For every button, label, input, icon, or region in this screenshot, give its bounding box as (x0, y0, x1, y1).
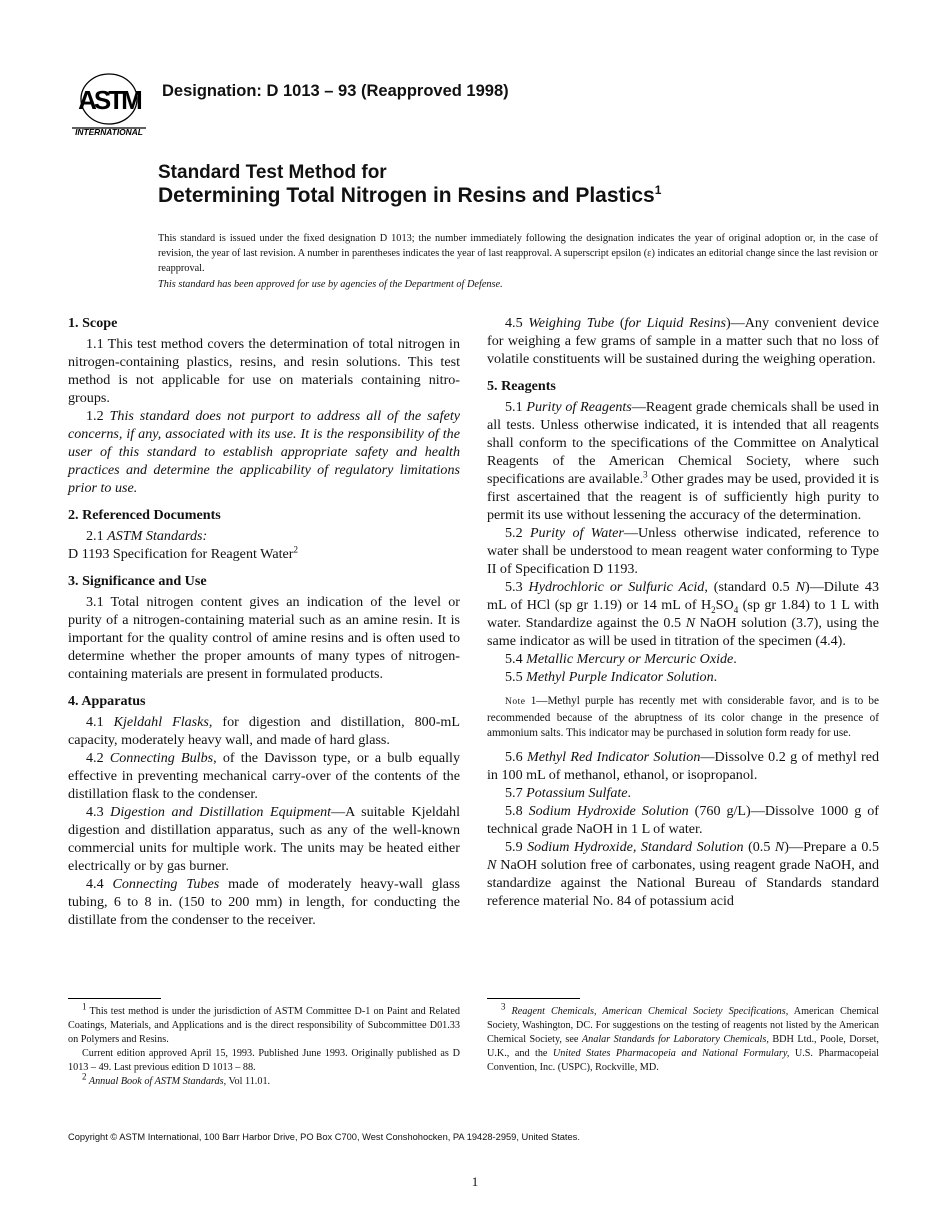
footnote: $^1$ This test method is under the jurisdiction of ASTM Committee D-1 on Paint and Related Coatings, Materials, and Applications and is the direct responsibility of Subcommittee D01.33 on Polymers and Resins. (68, 1001, 460, 1045)
paragraph: 5.9 Sodium Hydroxide, Standard Solution (0.5 N)—Prepare a 0.5 N NaOH solution free of carbonates, using reagent grade NaOH, and standardize against the National Bureau of Standards standard reference material No. 84 of potassium acid (487, 838, 880, 909)
paragraph: 5.2 Purity of Water—Unless otherwise indicated, reference to water shall be understood to mean reagent water conforming to Type II of Specification D 1193. (487, 525, 879, 577)
title-footnote-mark: 1 (654, 183, 662, 197)
paragraph: 5.3 Hydrochloric or Sulfuric Acid, (standard 0.5 N)—Dilute 43 mL of HCl (sp gr 1.19) or 14 mL of $H_2SO_4$ (sp gr 1.84) to 1 L with water. Standardize against the 0.5 N NaOH solution (3.7), using the same indicator as will be used in titration of the specimen (4.4). (487, 579, 880, 649)
footnotes-left (68, 998, 460, 1089)
footnotes-right (487, 998, 879, 1075)
paragraph: 4.2 Connecting Bulbs, of the Davisson type, or a bulb equally effective in preventing mechanical carry-over of the contents of the distillation flask to the condenser. (68, 750, 461, 802)
designation: Designation: D 1013 – 93 (Reapproved 1998) (162, 82, 509, 100)
paragraph: 5.1 Purity of Reagents—Reagent grade chemicals shall be used in all tests. Unless otherwise indicated, it is intended that all reagents shall conform to the specifications of the Committee on Analytical Reagents of the American Chemical Society, where such specifications are available.$^3$ Other grades may be used, provided it is first ascertained that the reagent is of sufficiently high purity to permit its use without lessening the accuracy of the determination. (487, 399, 880, 523)
title-line-1: Standard Test Method for (158, 162, 387, 183)
footnote-rule (68, 998, 161, 999)
svg-text:INTERNATIONAL: INTERNATIONAL (75, 127, 143, 137)
paragraph: 3.1 Total nitrogen content gives an indication of the level or purity of a nitrogen-containing material such as an amine resin. It is important for the quality control of amine resins and is often used to determine whether the proper amounts of many types of nitrogen-containing materials are present in formulated products. (68, 594, 460, 682)
footnote-rule (487, 998, 580, 999)
note: Note 1—Methyl purple has recently met with considerable favor, and is to be recommended because of the abruptness of its color change in the presence of ammonium salts. This indicator may be purchased in solution form ready for use. (487, 695, 879, 739)
section-heading: 3. Significance and Use (68, 573, 207, 589)
paragraph: 5.6 Methyl Red Indicator Solution—Dissolve 0.2 g of methyl red in 100 mL of methanol, ethanol, or isopropanol. (487, 748, 879, 783)
svg-text:ASTM: ASTM (78, 85, 140, 115)
paragraph: 1.2 This standard does not purport to address all of the safety concerns, if any, associated with its use. It is the responsibility of the user of this standard to establish appropriate safety and health practices and determine the applicability of regulatory limitations prior to use. (68, 408, 460, 496)
footnote: $^3$ Reagent Chemicals, American Chemical Society Specifications, American Chemical Society, Washington, DC. For suggestions on the testing of reagents not listed by the American Chemical Society, see Analar Standards for Laboratory Chemicals, BDH Ltd., Poole, Dorset, U.K., and the United States Pharmacopeia and National Formulary, U.S. Pharmacopeial Convention, Inc. (USPC), Rockville, MD. (487, 1001, 880, 1073)
approved-statement: This standard has been approved for use by agencies of the Department of Defense. (158, 279, 503, 290)
paragraph: 4.5 Weighing Tube (for Liquid Resins)—Any convenient device for weighing a few grams of sample in a matter such that no loss of volatile constituents will be sustained during the weighing operation. (487, 315, 880, 367)
paragraph: 4.3 Digestion and Distillation Equipment—A suitable Kjeldahl digestion and distillation apparatus, such as any of the well-known commercial units for multiple work. The units may be heated either electrically or by gas burner. (68, 804, 461, 874)
paragraph: 5.4 Metallic Mercury or Mercuric Oxide. (505, 651, 737, 667)
title-line-2 (158, 184, 878, 208)
section-heading: 1. Scope (68, 315, 118, 331)
copyright: Copyright © ASTM International, 100 Barr Harbor Drive, PO Box C700, West Conshohocken, PA 19428-2959, United States. (68, 1132, 580, 1142)
page-title (158, 162, 878, 208)
title-text: Determining Total Nitrogen in Resins and Plastics (158, 184, 655, 207)
paragraph: 5.5 Methyl Purple Indicator Solution. (505, 669, 718, 685)
paragraph: 5.7 Potassium Sulfate. (505, 784, 632, 801)
left-column (68, 314, 460, 929)
right-column (487, 314, 879, 910)
section-heading: 2. Referenced Documents (68, 507, 221, 523)
reference-item: D 1193 Specification for Reagent Water$^2$ (68, 544, 298, 562)
paragraph: 5.8 Sodium Hydroxide Solution (760 g/L)—Dissolve 1000 g of technical grade NaOH in 1 L of water. (487, 802, 880, 837)
footnote: $^2$ Annual Book of ASTM Standards, Vol 11.01. (82, 1071, 271, 1087)
astm-logo (68, 72, 150, 138)
section-heading: 5. Reagents (487, 378, 556, 394)
paragraph: 4.1 Kjeldahl Flasks, for digestion and distillation, 800-mL capacity, moderately heavy wall, and made of hard glass. (68, 714, 460, 748)
paragraph: 2.1 ASTM Standards: (86, 528, 208, 544)
paragraph: 4.4 Connecting Tubes made of moderately heavy-wall glass tubing, 6 to 8 in. (150 to 200 mm) in length, for conducting the distillate from the condenser to the receiver. (68, 876, 460, 928)
issued-statement: This standard is issued under the fixed designation D 1013; the number immediately following the designation indicates the year of original adoption or, in the case of revision, the year of last revision. A number in parentheses indicates the year of last reapproval. A superscript epsilon (ε) indicates an editorial change since the last revision or reapproval. (158, 233, 878, 274)
footnote: Current edition approved April 15, 1993. Published June 1993. Originally published as D 1013 – 49. Last previous edition D 1013 – 88. (68, 1048, 460, 1073)
section-heading: 4. Apparatus (68, 693, 146, 709)
page-number: 1 (471, 1174, 479, 1189)
paragraph: 1.1 This test method covers the determination of total nitrogen in nitrogen-containing plastics, resins, and resin solutions. This test method is not applicable for use on materials containing nitro-groups. (68, 336, 460, 406)
